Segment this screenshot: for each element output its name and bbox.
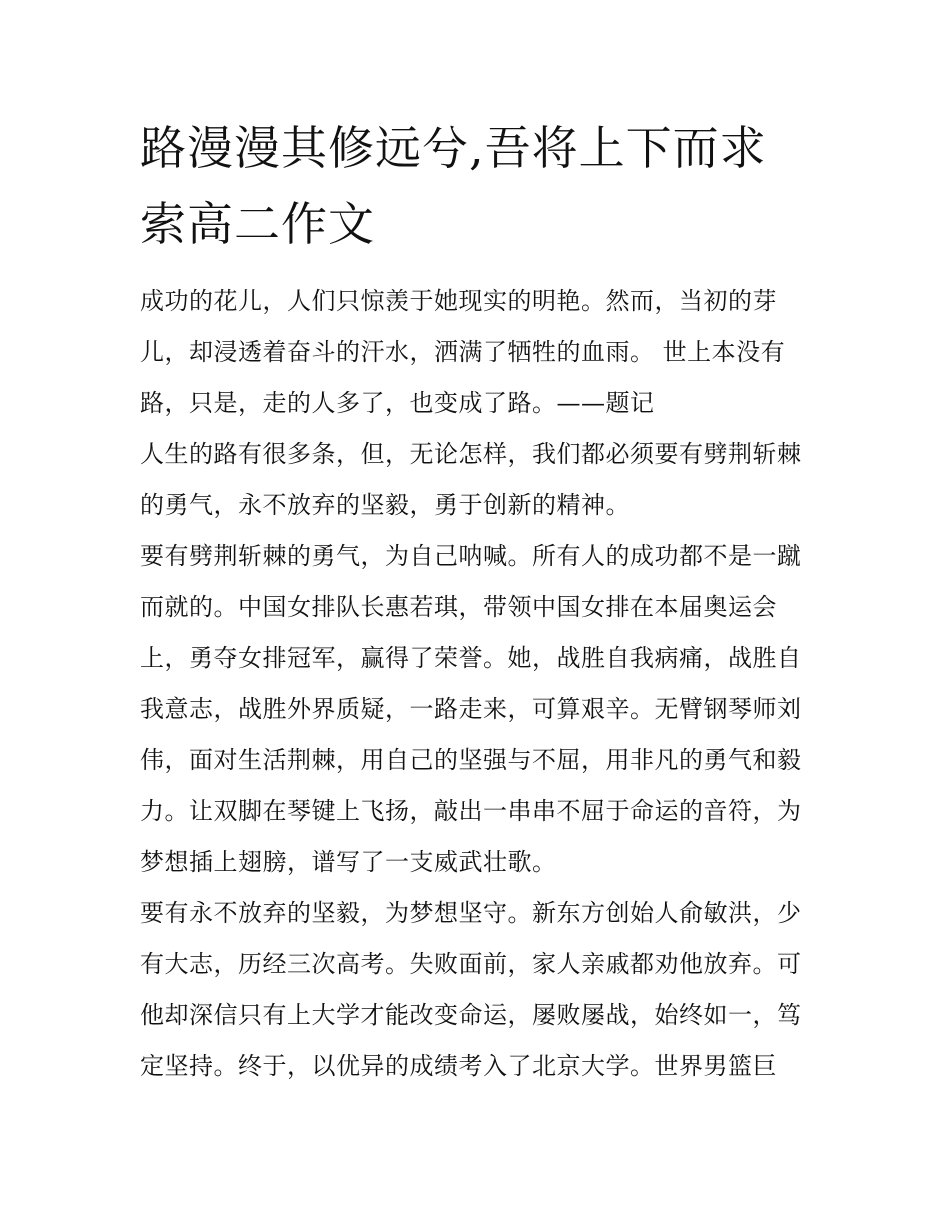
text-line: 路，只是，走的人多了，也变成了路。——题记 <box>140 389 655 417</box>
title-line: 索高二作文 <box>140 197 375 251</box>
text-line: 有大志，历经三次高考。失败面前，家人亲戚都劝他放弃。可 <box>140 950 802 978</box>
text-line: 要有永不放弃的坚毅，为梦想坚守。新东方创始人俞敏洪，少 <box>140 899 802 927</box>
text-line: 成功的花儿，人们只惊羡于她现实的明艳。然而，当初的芽 <box>140 287 777 315</box>
text-line: 人生的路有很多条，但，无论怎样，我们都必须要有劈荆斩棘 <box>140 440 802 468</box>
text-line: 我意志，战胜外界质疑，一路走来，可算艰辛。无臂钢琴师刘 <box>140 695 802 723</box>
article-body <box>140 276 820 1092</box>
text-line: 他却深信只有上大学才能改变命运，屡败屡战，始终如一，笃 <box>140 1001 802 1029</box>
text-line: 上，勇夺女排冠军，赢得了荣誉。她，战胜自我病痛，战胜自 <box>140 644 802 672</box>
text-line: 而就的。中国女排队长惠若琪，带领中国女排在本届奥运会 <box>140 593 777 621</box>
text-line: 的勇气，永不放弃的坚毅，勇于创新的精神。 <box>140 491 630 519</box>
text-line: 定坚持。终于，以优异的成绩考入了北京大学。世界男篮巨 <box>140 1052 777 1080</box>
text-line: 伟，面对生活荆棘，用自己的坚强与不屈，用非凡的勇气和毅 <box>140 746 802 774</box>
text-line: 儿，却浸透着奋斗的汗水，洒满了牺牲的血雨。 世上本没有 <box>140 338 786 366</box>
text-line: 梦想插上翅膀，谱写了一支威武壮歌。 <box>140 848 557 876</box>
page-title <box>140 110 820 262</box>
text-line: 力。让双脚在琴键上飞扬，敲出一串串不屈于命运的音符，为 <box>140 797 802 825</box>
text-line: 要有劈荆斩棘的勇气，为自己呐喊。所有人的成功都不是一蹴 <box>140 542 802 570</box>
title-line: 路漫漫其修远兮,吾将上下而求 <box>140 121 767 175</box>
